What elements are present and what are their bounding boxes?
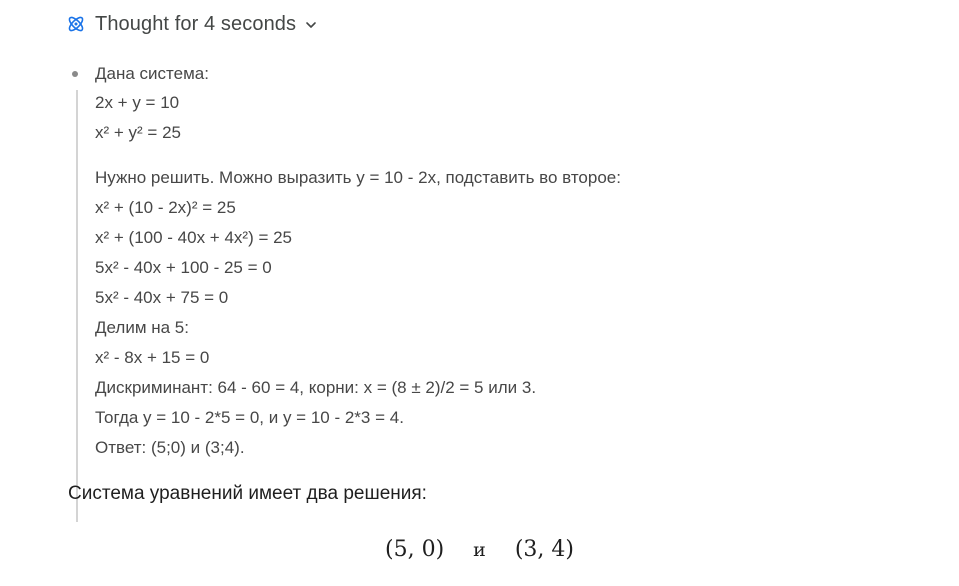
quote-bar (76, 90, 78, 522)
thought-title: Thought for 4 seconds (95, 12, 297, 35)
bullet (72, 71, 78, 77)
solution-1: (5, 0) (385, 537, 445, 562)
thought-line: 5x² - 40x + 75 = 0 (95, 288, 229, 307)
conjunction: и (473, 539, 486, 561)
thought-line: x² + y² = 25 (95, 123, 181, 142)
thought-line: 2x + y = 10 (95, 93, 180, 112)
thought-line: x² + (100 - 40x + 4x²) = 25 (95, 228, 293, 247)
thought-line: Нужно решить. Можно выразить y = 10 - 2x, подставить во второе: (95, 168, 621, 187)
thought-line: 5x² - 40x + 100 - 25 = 0 (95, 258, 272, 277)
solution-formula (0, 534, 959, 566)
thought-line: Дана система: (95, 64, 209, 83)
thought-line: Ответ: (5;0) и (3;4). (95, 438, 245, 457)
chevron-down-icon (304, 18, 318, 32)
atom-icon (66, 14, 86, 34)
thought-line: Делим на 5: (95, 318, 189, 337)
thought-line: x² + (10 - 2x)² = 25 (95, 198, 236, 217)
answer-intro: Система уравнений имеет два решения: (68, 483, 427, 504)
thought-line: x² - 8x + 15 = 0 (95, 348, 210, 367)
thought-toggle[interactable] (66, 10, 318, 38)
solution-2: (3, 4) (514, 537, 574, 562)
thought-line: Дискриминант: 64 - 60 = 4, корни: x = (8 ± 2)/2 = 5 или 3. (95, 378, 537, 397)
thought-line: Тогда y = 10 - 2*5 = 0, и y = 10 - 2*3 = 4. (95, 408, 404, 427)
